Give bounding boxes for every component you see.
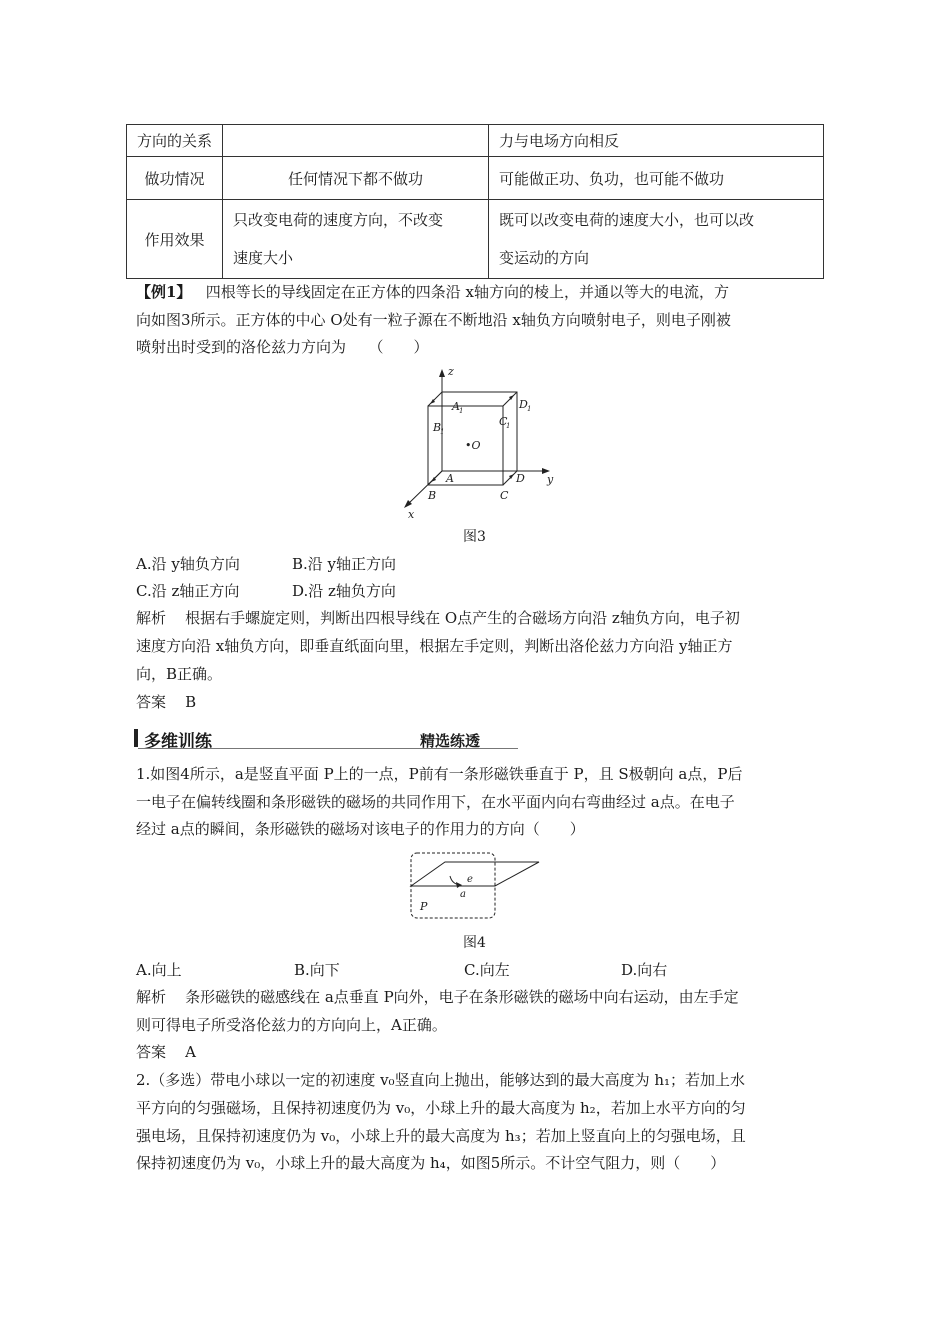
label-p: P: [420, 900, 428, 913]
answer-label: 答案: [136, 1043, 167, 1061]
analysis-label: 解析: [136, 609, 167, 627]
label-d1: D: [519, 398, 528, 411]
label-a1: A: [452, 400, 460, 413]
label-c1: C: [499, 415, 508, 428]
question-line: 一电子在偏转线圈和条形磁铁的磁场的共同作用下，在水平面内向右弯曲经过 a点。在电子: [136, 793, 735, 811]
table-cell: 力与电场方向相反: [489, 125, 824, 157]
subscript: 1: [459, 407, 464, 415]
example-tag: 【例1】: [136, 283, 192, 301]
label-a: A: [446, 472, 454, 485]
table-cell: 任何情况下都不做功: [223, 157, 489, 200]
analysis-text: 根据右手螺旋定则，判断出四根导线在 O点产生的合磁场方向沿 z轴负方向，电子初: [185, 609, 740, 627]
analysis-line: 速度方向沿 x轴负方向，即垂直纸面向里，根据左手定则，判断出洛伦兹力方向沿 y轴正方: [136, 637, 733, 655]
answer-line: [136, 692, 196, 712]
label-c: C: [500, 489, 509, 502]
answer-value: A: [185, 1043, 196, 1061]
option-a: A.向上: [136, 961, 182, 979]
option-d: D.向右: [621, 961, 668, 979]
section-header: [134, 727, 518, 752]
label-o: •O: [465, 439, 481, 452]
cell-line: 变运动的方向: [499, 249, 590, 267]
row-label: 方向的关系: [127, 125, 223, 157]
table-cell: [223, 125, 489, 157]
option-b: B.沿 y轴正方向: [292, 555, 397, 573]
example-text: 四根等长的导线固定在正方体的四条沿 x轴方向的棱上，并通以等大的电流，方: [205, 283, 729, 301]
question-line: 保持初速度仍为 v₀，小球上升的最大高度为 h₄，如图5所示。不计空气阻力，则（ ）: [136, 1154, 726, 1172]
row-label: 做功情况: [127, 157, 223, 200]
section-subtitle: 精选练透: [420, 732, 481, 750]
example-line: 喷射出时受到的洛伦兹力方向为 （ ）: [136, 338, 429, 356]
row-label: 作用效果: [127, 200, 223, 279]
table-cell: 可能做正功、负功，也可能不做功: [489, 157, 824, 200]
magnet-figure: [408, 850, 543, 922]
table-row: [127, 200, 824, 279]
question-line: 经过 a点的瞬间，条形磁铁的磁场对该电子的作用力的方向（ ）: [136, 820, 585, 838]
question-line: 1.如图4所示，a是竖直平面 P上的一点，P前有一条形磁铁垂直于 P，且 S极朝向 a点，P后: [136, 765, 743, 783]
electron-arrow: [456, 882, 462, 888]
label-b: B: [428, 489, 437, 502]
option-b: B.向下: [294, 961, 340, 979]
example-line: [136, 282, 729, 302]
label-b1: B: [433, 421, 442, 434]
label-y: y: [547, 473, 554, 486]
subscript: 1: [527, 405, 532, 413]
subscript: 1: [506, 422, 511, 430]
question-line: 平方向的匀强磁场，且保持初速度仍为 v₀，小球上升的最大高度为 h₂，若加上水平方向的匀: [136, 1099, 746, 1117]
question-line: 2.（多选）带电小球以一定的初速度 v₀竖直向上抛出，能够达到的最大高度为 h₁；若加上水: [136, 1071, 746, 1089]
answer-line: [136, 1042, 196, 1062]
z-arrow: [439, 369, 445, 377]
comparison-table: [126, 124, 824, 279]
analysis-line: 则可得电子所受洛伦兹力的方向向上，A正确。: [136, 1016, 447, 1034]
horizontal-plane: [411, 862, 539, 886]
label-x: x: [408, 508, 415, 521]
cell-line: 既可以改变电荷的速度大小，也可以改: [499, 211, 755, 229]
option-a: A.沿 y轴负方向: [136, 555, 240, 573]
table-row: [127, 125, 824, 157]
figure-caption: 图3: [463, 529, 486, 545]
analysis-label: 解析: [136, 988, 167, 1006]
example-line: 向如图3所示。正方体的中心 O处有一粒子源在不断地沿 x轴负方向喷射电子，则电子刚被: [136, 311, 731, 329]
section-title: 多维训练: [144, 732, 212, 752]
analysis-line: 向，B正确。: [136, 665, 223, 683]
figure-caption: 图4: [463, 935, 486, 951]
subscript: 1: [440, 428, 445, 436]
table-cell: [223, 200, 489, 279]
analysis-text: 条形磁铁的磁感线在 a点垂直 P向外，电子在条形磁铁的磁场中向右运动，由左手定: [185, 988, 739, 1006]
label-a: a: [460, 889, 466, 900]
cell-line: 速度大小: [233, 249, 294, 267]
label-d: D: [516, 472, 525, 485]
analysis-line: [136, 987, 739, 1007]
option-c: C.向左: [464, 961, 510, 979]
analysis-line: [136, 608, 740, 628]
table-cell: [489, 200, 824, 279]
section-rule: [138, 748, 518, 749]
table-row: [127, 157, 824, 200]
answer-label: 答案: [136, 693, 167, 711]
option-c: C.沿 z轴正方向: [136, 582, 240, 600]
label-e: e: [467, 874, 473, 885]
label-z: z: [448, 365, 454, 378]
answer-value: B: [185, 693, 197, 711]
question-line: 强电场，且保持初速度仍为 v₀，小球上升的最大高度为 h₃；若加上竖直向上的匀强电场，且: [136, 1127, 746, 1145]
section-bar: [134, 729, 138, 747]
cell-line: 只改变电荷的速度方向，不改变: [233, 211, 444, 229]
cube-figure: [395, 365, 565, 523]
option-d: D.沿 z轴负方向: [292, 582, 396, 600]
